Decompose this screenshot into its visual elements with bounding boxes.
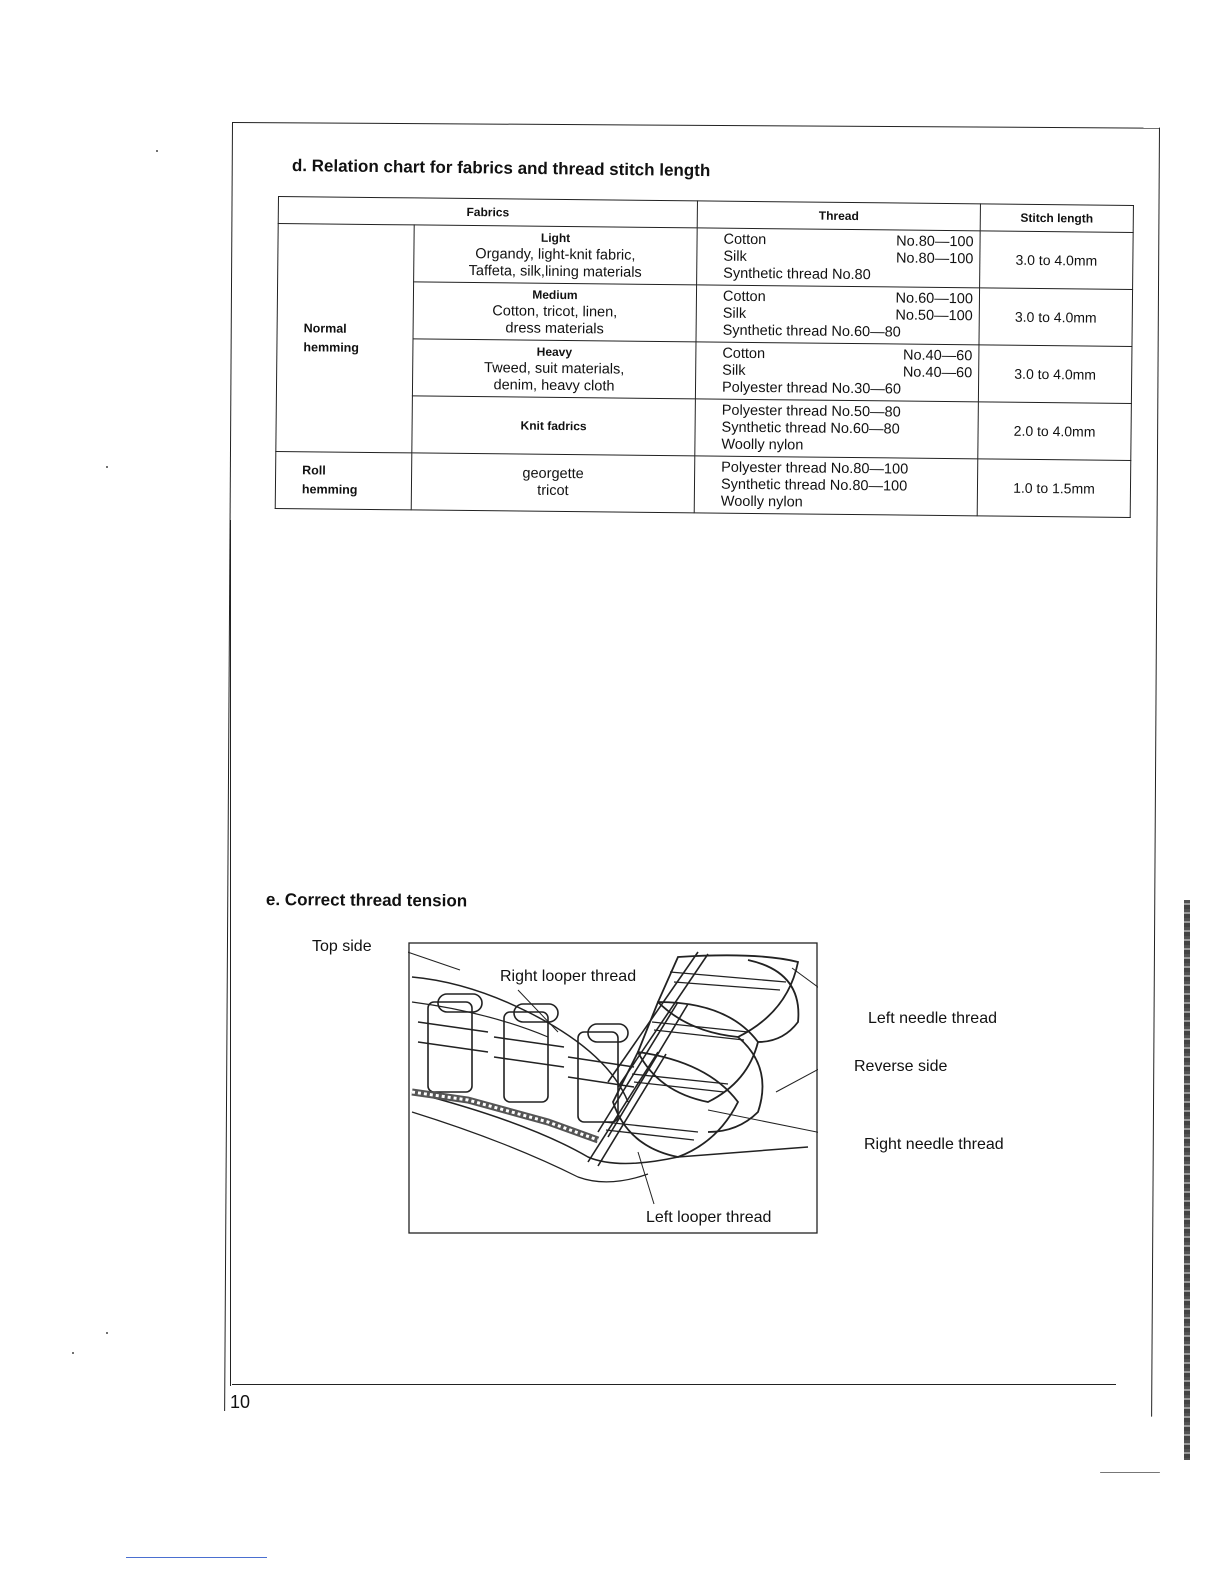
label-left-looper-thread: Left looper thread <box>646 1209 772 1226</box>
fabric-weight: Medium <box>532 287 578 302</box>
thread-type: Silk <box>723 248 747 265</box>
thread-line: Woolly nylon <box>720 493 803 511</box>
category-label: Roll <box>302 463 326 478</box>
thread-line: Polyester thread No.80—100 <box>721 459 909 478</box>
stitch-length-cell: 3.0 to 4.0mm <box>980 231 1134 290</box>
scan-speck <box>106 1332 108 1334</box>
fabric-cell <box>413 282 697 342</box>
fabric-weight: Knit fadrics <box>520 418 587 433</box>
thread-number: No.60—100 <box>895 289 974 307</box>
thread-number: No.80—100 <box>896 232 974 250</box>
fabric-desc: georgette <box>522 465 584 483</box>
thread-cell <box>694 456 978 516</box>
scan-speck <box>156 150 158 152</box>
thread-cell <box>696 285 980 345</box>
fabric-cell <box>411 453 695 513</box>
category-normal-hemming <box>276 224 414 453</box>
header-fabrics: Fabrics <box>278 197 697 228</box>
section-d-title: d. Relation chart for fabrics and thread stitch length <box>291 156 711 181</box>
fabric-desc: Tweed, suit materials, <box>484 359 625 378</box>
label-left-needle-thread: Left needle thread <box>868 1010 997 1027</box>
thread-number: No.40—60 <box>902 364 973 381</box>
thread-type: Cotton <box>722 345 766 362</box>
stitch-length-cell: 3.0 to 4.0mm <box>979 288 1133 347</box>
thread-type: Cotton <box>722 288 766 305</box>
category-roll-hemming <box>275 451 412 509</box>
section-e-title: e. Correct thread tension <box>265 890 468 911</box>
fabric-cell <box>412 339 696 399</box>
thread-type: Cotton <box>723 231 767 248</box>
thread-line: Woolly nylon <box>721 436 804 454</box>
thread-line: Synthetic thread No.80—100 <box>720 476 908 495</box>
category-label: Normal <box>303 320 347 336</box>
thread-cell <box>697 228 981 288</box>
relation-chart-table <box>275 196 1134 518</box>
frame-bottom-edge <box>232 1384 1116 1385</box>
thread-line: Polyester thread No.50—80 <box>721 402 901 421</box>
frame-left-edge <box>230 520 231 1386</box>
fabric-desc: tricot <box>537 482 569 500</box>
fabric-cell <box>412 396 696 456</box>
fabric-desc: Organdy, light-knit fabric, <box>475 245 636 264</box>
fabric-desc: Taffeta, silk,lining materials <box>468 262 642 281</box>
fabric-desc: dress materials <box>505 319 604 337</box>
stitch-length-cell: 2.0 to 4.0mm <box>978 402 1132 461</box>
page-number: 10 <box>230 1392 251 1412</box>
header-thread: Thread <box>697 201 980 231</box>
scan-speck <box>72 1352 74 1354</box>
fabric-cell <box>414 225 698 285</box>
label-reverse-side: Reverse side <box>854 1058 948 1075</box>
fabric-weight: Light <box>540 230 571 245</box>
label-right-needle-thread: Right needle thread <box>864 1136 1004 1153</box>
table-row <box>278 224 1134 290</box>
fabric-weight: Heavy <box>536 344 573 359</box>
stitch-length-cell: 3.0 to 4.0mm <box>978 345 1132 404</box>
table-row <box>275 451 1131 517</box>
fabric-desc: denim, heavy cloth <box>493 376 615 395</box>
scan-speck <box>106 466 108 468</box>
scan-blue-line <box>126 1557 267 1558</box>
thread-number: No.50—100 <box>895 306 973 324</box>
stitch-length-cell: 1.0 to 1.5mm <box>977 459 1131 518</box>
thread-type: Silk <box>722 305 747 322</box>
scan-edge-artifact <box>1184 900 1190 1460</box>
fabric-desc: Cotton, tricot, linen, <box>492 302 618 321</box>
thread-cell <box>695 399 979 459</box>
thread-number: No.40—60 <box>902 347 973 364</box>
thread-line: Polyester thread No.30—60 <box>721 379 902 398</box>
category-label: hemming <box>301 482 358 497</box>
thread-line: Synthetic thread No.80 <box>723 265 871 283</box>
header-stitch-length: Stitch length <box>980 204 1133 233</box>
label-top-side: Top side <box>312 938 372 955</box>
thread-cell <box>695 342 979 402</box>
scan-speck <box>1100 1472 1160 1473</box>
thread-line: Synthetic thread No.60—80 <box>722 322 901 341</box>
thread-number: No.80—100 <box>895 249 974 267</box>
label-right-looper-thread: Right looper thread <box>500 968 637 985</box>
thread-type: Silk <box>722 362 746 379</box>
category-label: hemming <box>303 339 360 355</box>
thread-line: Synthetic thread No.60—80 <box>721 419 900 438</box>
